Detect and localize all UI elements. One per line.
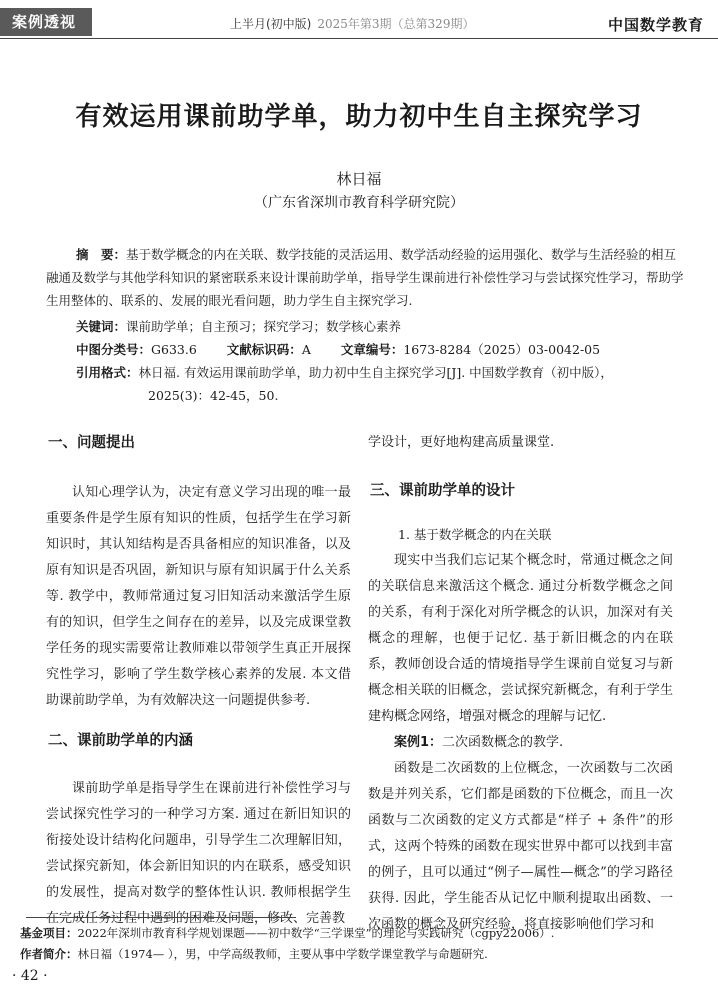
page-number: · 42 · xyxy=(12,968,48,984)
author-bio xyxy=(20,946,488,962)
article-no-value: 1673-8284（2025）03-0042-05 xyxy=(403,342,601,357)
left-column xyxy=(46,430,351,932)
fund-note xyxy=(20,925,554,941)
citation xyxy=(46,361,716,407)
cite-line-2: 2025(3)：42-45，50. xyxy=(148,388,279,403)
case-heading xyxy=(368,730,673,756)
keywords-label: 关键词： xyxy=(76,319,127,334)
cite-line-1: 林日福. 有效运用课前助学单，助力初中生自主探究学习[J]. 中国数学教育（初中版）， xyxy=(138,365,613,380)
article-no-label: 文章编号： xyxy=(340,342,404,357)
case-label: 案例1： xyxy=(394,735,443,750)
author-name: 林日福 xyxy=(336,170,382,188)
abstract xyxy=(46,243,686,312)
section-heading-3: 三、课前助学单的设计 xyxy=(370,483,515,499)
section-tag xyxy=(0,8,92,36)
fund-text: 2022年深圳市教育科学规划课题——初中数学“三学课堂”的理论与实践研究（cgpy22006）. xyxy=(77,926,555,940)
paragraph-problem: 认知心理学认为，决定有意义学习出现的唯一最重要条件是学生原有知识的性质，包括学生在学习新知识时，其认知结构是否具备相应的知识准备，以及原有知识是否巩固，新知识与原有知识属于什么关系等. 教学中，教师常通过复习旧知活动来激活学生原有的知识，但学生之间存在的差异，以及完成课堂教学任务的现实需要常让教师难以带领学生真正开展探究性学习，影响了学生数学核心素养的发展. 本文借助课前助学单，为有效解决这一问题提供参考. xyxy=(46,485,351,708)
cite-label: 引用格式： xyxy=(76,365,139,380)
article-title: 有效运用课前助学单，助力初中生自主探究学习 xyxy=(75,102,643,132)
section-label: 案例透视 xyxy=(12,13,77,31)
paragraph-definition: 课前助学单是指导学生在课前进行补偿性学习与尝试探究性学习的一种学习方案. 通过在新旧知识的衔接处设计结构化问题串，引导学生二次理解旧知，尝试探究新知，体会新旧知识的内在联系，感受知识的发展性，提高对数学的整体性认识. 教师根据学生在完成任务过程中遇到的困难及问题，修改、完善教 xyxy=(46,781,351,926)
subsection-heading-1: 1. 基于数学概念的内在关联 xyxy=(398,527,552,542)
bio-label: 作者简介： xyxy=(20,947,78,961)
clc-label: 中图分类号： xyxy=(76,342,152,357)
bio-text: 林日福（1974— ），男，中学高级教师，主要从事中学数学课堂教学与命题研究. xyxy=(77,947,488,961)
journal-name: 中国数学教育 xyxy=(607,16,704,34)
fund-label: 基金项目： xyxy=(20,926,78,940)
classification-line xyxy=(46,338,716,361)
header-divider xyxy=(0,38,718,39)
paragraph-case: 函数是二次函数的上位概念，一次函数与二次函数是并列关系，它们都是函数的下位概念，而且一次函数与二次函数的定义方式都是“样子 + 条件”的形式，这两个特殊的函数在现实世界中都可以找到丰富的例子，且可以通过“例子—属性—概念”的学习路径获得. 因此，学生能否从记忆中顺利提取出函数、一次函数的概念及研究经验，将直接影响他们学习和 xyxy=(368,761,673,932)
issue-main: 上半月(初中版) xyxy=(230,17,312,31)
author-affiliation: （广东省深圳市教育科学研究院） xyxy=(254,195,464,211)
abstract-text: 基于数学概念的内在关联、数学技能的灵活运用、数学活动经验的运用强化、数学与生活经验的相互融通及数学与其他学科知识的紧密联系来设计课前助学单，指导学生课前进行补偿性学习与尝试探究性学习，帮助学生用整体的、联系的、发展的眼光看问题，助力学生自主探究学习. xyxy=(46,247,684,308)
doc-code-label: 文献标识码： xyxy=(226,342,302,357)
keywords xyxy=(46,315,716,338)
paragraph-continuation: 学设计，更好地构建高质量课堂. xyxy=(368,435,555,450)
right-column xyxy=(368,430,673,938)
section-heading-1: 一、问题提出 xyxy=(48,435,135,451)
paragraph-concept-link: 现实中当我们忘记某个概念时，常通过概念之间的关联信息来激活这个概念. 通过分析数学概念之间的关系，有利于深化对所学概念的认识，加深对有关概念的理解，也便于记忆. 基于新旧概念的内在联系，教师创设合适的情境指导学生课前自觉复习与新概念相关联的旧概念，尝试探究新概念，有利于学生建构概念网络，增强对概念的理解与记忆. xyxy=(368,553,673,724)
issue-sub: 2025年第3期（总第329期） xyxy=(317,17,475,31)
keywords-text: 课前助学单；自主预习；探究学习；数学核心素养 xyxy=(126,319,402,334)
abstract-label: 摘 要： xyxy=(76,247,127,262)
case-text: 二次函数概念的教学. xyxy=(442,735,564,750)
clc-value: G633.6 xyxy=(151,342,197,357)
footnote-divider xyxy=(26,917,296,918)
issue-info xyxy=(230,15,474,32)
doc-code-value: A xyxy=(301,342,311,357)
section-heading-2: 二、课前助学单的内涵 xyxy=(48,733,193,749)
